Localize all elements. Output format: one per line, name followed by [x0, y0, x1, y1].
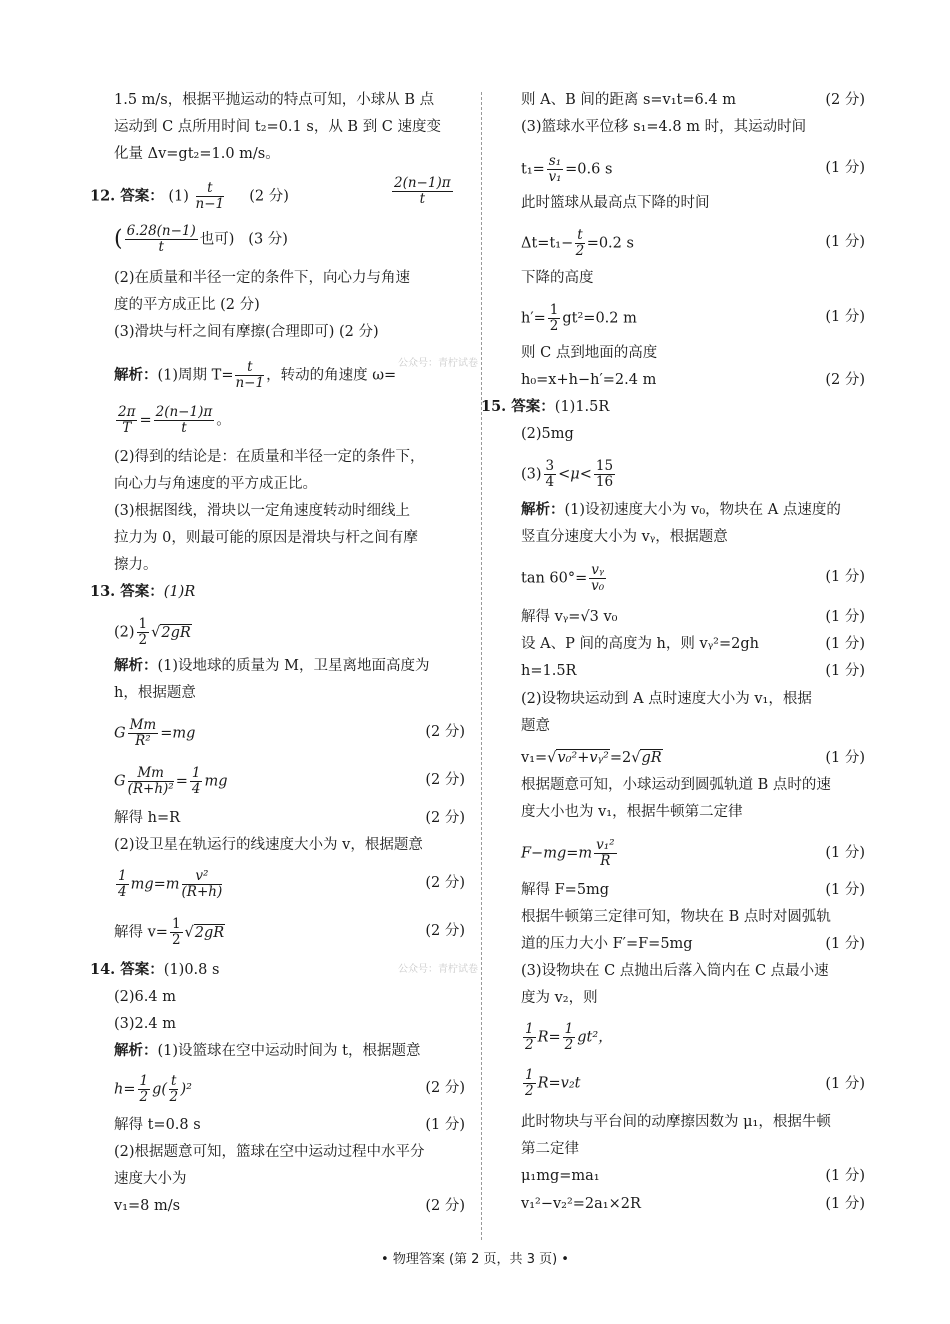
- q13-answer-line: 13. 答案：(1)R: [90, 583, 196, 600]
- score: (3 分): [248, 231, 288, 248]
- watermark-text: 公众号：青柠试卷: [398, 964, 478, 975]
- fraction: $\frac{1}{4}$: [191, 765, 201, 797]
- fraction: $\frac{15}{16}$: [595, 458, 614, 490]
- text-line: (2)6.4 m: [114, 989, 176, 1005]
- fraction: $\frac{Mm}{\text{R²}}$: [129, 717, 157, 749]
- equation: h′= $\frac{1}{2}$ gt²=0.2 m: [521, 302, 637, 334]
- fraction: $\frac{t}{n-1}$: [235, 359, 265, 391]
- analysis-label: 解析：: [114, 1042, 158, 1059]
- equation: h= $\frac{1}{2}$ g( $\frac{t}{2}$ )²: [114, 1073, 192, 1105]
- q14-answer-line: 14. 答案：(1)0.8 s: [90, 961, 220, 978]
- fraction: $\frac{t}{2}$: [575, 227, 585, 259]
- score: (1 分): [825, 882, 865, 898]
- equation: 解得 vᵧ=√3 v₀: [521, 609, 618, 625]
- equation: v₁=8 m/s: [114, 1198, 181, 1214]
- fraction: $\frac{\text{s₁}}{\text{v₁}}$: [548, 153, 562, 185]
- equation: $\frac{1}{2}$ R= $\frac{1}{2}$ gt²，: [525, 1021, 613, 1053]
- text-line: 运动到 C 点所用时间 t₂=0.1 s，从 B 到 C 速度变: [114, 119, 442, 135]
- fraction: $\frac{3}{4}$: [545, 458, 555, 490]
- column-divider: [481, 92, 482, 1240]
- score: (1 分): [825, 663, 865, 679]
- score: (2 分): [425, 923, 465, 939]
- equation: h=1.5R: [521, 663, 577, 679]
- score: (2 分): [425, 1080, 465, 1096]
- score: (1 分): [825, 636, 865, 652]
- score: (1 分): [825, 609, 865, 625]
- score: (1 分): [825, 1076, 865, 1092]
- q12-analysis-line: 解析：(1)周期 T= $\frac{t}{n-1}$ ，转动的角速度 ω=: [114, 359, 397, 391]
- answer-label: 14. 答案：: [90, 961, 164, 978]
- watermark-text: 公众号：青柠试卷: [398, 358, 478, 369]
- text-line: 度为 v₂，则: [521, 990, 598, 1006]
- fraction: $\frac{\text{v₁²}}{R}$: [596, 837, 615, 869]
- q13-analysis-line: 解析：(1)设地球的质量为 M，卫星离地面高度为: [114, 657, 430, 674]
- analysis-label: 解析：: [114, 657, 158, 674]
- equation: G $\frac{Mm}{\text{R²}}$ =mg: [114, 717, 196, 749]
- text-line: (3)2.4 m: [114, 1016, 176, 1032]
- answer-label: 15. 答案：: [481, 398, 555, 415]
- score: (2 分): [425, 1198, 465, 1214]
- text-line: (2)设卫星在轨运行的线速度大小为 v，根据题意: [114, 837, 423, 853]
- q15-analysis-line: 解析：(1)设初速度大小为 v₀，物块在 A 点速度的: [521, 501, 841, 518]
- fraction: $\frac{1}{2}$: [138, 616, 148, 648]
- text-line: (3)篮球水平位移 s₁=4.8 m 时，其运动时间: [521, 119, 807, 135]
- equation: $\frac{1}{4}$ mg=m $\frac{\text{v²}}{(R+h)}$: [118, 868, 223, 900]
- text-line: (2)得到的结论是：在质量和半径一定的条件下，: [114, 449, 425, 465]
- fraction: $\frac{1}{4}$: [118, 868, 127, 900]
- text-line: 度的平方成正比 (2 分): [114, 297, 260, 313]
- text-line: 道的压力大小 F′=F=5mg: [521, 936, 693, 952]
- score: (2 分): [425, 810, 465, 826]
- score: (2 分): [825, 92, 865, 108]
- fraction: $\frac{Mm}{\text{(R+h)²}}$: [127, 765, 174, 797]
- score: (1 分): [825, 234, 865, 250]
- text-line: 根据牛顿第三定律可知，物块在 B 点时对圆弧轨: [521, 909, 831, 925]
- text-line: 下降的高度: [521, 270, 594, 286]
- q13-answer2-line: (2) $\frac{1}{2}$ √2gR: [114, 616, 191, 648]
- text-line: (3)设物块在 C 点抛出后落入筒内在 C 点最小速: [521, 963, 829, 979]
- answer-label: 13. 答案：: [90, 583, 164, 600]
- q12-alt-line: ( $\frac{6.28(n-1)}{t}$ 也可) (3 分): [114, 223, 288, 255]
- equation: F−mg=m $\frac{\text{v₁²}}{R}$: [521, 837, 615, 869]
- text-line: 竖直分速度大小为 vᵧ，根据题意: [521, 529, 728, 545]
- score: (1 分): [825, 845, 865, 861]
- equation: 解得 t=0.8 s: [114, 1117, 201, 1133]
- part-label: (1): [168, 188, 189, 205]
- equation: μ₁mg=ma₁: [521, 1168, 600, 1184]
- score: (2 分): [249, 188, 289, 205]
- equation: v₁²−v₂²=2a₁×2R: [521, 1196, 641, 1212]
- equation: h₀=x+h−h′=2.4 m: [521, 372, 657, 388]
- score: (2 分): [425, 875, 465, 891]
- q12-answer-line: [90, 181, 289, 212]
- equation: t₁= $\frac{\text{s₁}}{\text{v₁}}$ =0.6 s: [521, 153, 613, 185]
- score: (1 分): [825, 936, 865, 952]
- equation: 则 A、B 间的距离 s=v₁t=6.4 m: [521, 92, 736, 108]
- text-line: 速度大小为: [114, 1171, 187, 1187]
- q15-answer3-line: (3) $\frac{3}{4}$ <μ< $\frac{15}{16}$: [521, 458, 614, 490]
- equation: $\frac{1}{2}$ R=v₂t: [525, 1067, 581, 1099]
- text-line: (2)5mg: [521, 426, 574, 442]
- score: (1 分): [825, 750, 865, 766]
- text-line: 1.5 m/s，根据平抛运动的特点可知，小球从 B 点: [114, 92, 435, 108]
- q14-analysis-line: 解析：(1)设篮球在空中运动时间为 t，根据题意: [114, 1042, 421, 1059]
- text-line: 化量 Δv=gt₂=1.0 m/s。: [114, 146, 280, 162]
- analysis-label: 解析：: [521, 501, 565, 518]
- fraction: $\frac{1}{2}$: [171, 916, 181, 948]
- equation: Δt=t₁− $\frac{t}{2}$ =0.2 s: [521, 227, 634, 259]
- fraction: $\frac{1}{2}$: [525, 1021, 534, 1053]
- text-line: 则 C 点到地面的高度: [521, 345, 658, 361]
- text-line: (2)根据题意可知，篮球在空中运动过程中水平分: [114, 1144, 425, 1160]
- equation: 设 A、P 间的高度为 h，则 vᵧ²=2gh: [521, 636, 759, 652]
- text-line: 根据题意可知，小球运动到圆弧轨道 B 点时的速: [521, 777, 831, 793]
- equation: 解得 h=R: [114, 810, 181, 826]
- score: (2 分): [425, 724, 465, 740]
- score: (1 分): [825, 569, 865, 585]
- text-line: (3)滑块与杆之间有摩擦(合理即可) (2 分): [114, 324, 379, 340]
- fraction: $\frac{\text{v²}}{(R+h)}$: [181, 868, 223, 900]
- score: (1 分): [825, 1168, 865, 1184]
- score: (1 分): [825, 1196, 865, 1212]
- equation: v₁=√v₀²+vᵧ²=2√gR: [521, 750, 662, 766]
- score: (1 分): [825, 160, 865, 176]
- text-line: 题意: [521, 718, 550, 734]
- text-line: h，根据题意: [114, 685, 196, 701]
- q12-answer-alt: [390, 176, 455, 207]
- fraction: $\frac{2(n-1)\pi}{t}$: [155, 404, 213, 436]
- fraction: $\frac{1}{2}$: [564, 1021, 574, 1053]
- text-line: (3)根据图线，滑块以一定角速度转动时细线上: [114, 503, 411, 519]
- q15-answer-line: 15. 答案：(1)1.5R: [481, 398, 610, 415]
- score: (2 分): [425, 772, 465, 788]
- fraction: $\frac{2\pi}{T}$: [118, 404, 136, 436]
- equation: tan 60°= $\frac{\text{vᵧ}}{\text{v₀}}$: [521, 562, 605, 594]
- text-line: 此时物块与平台间的动摩擦因数为 μ₁，根据牛顿: [521, 1114, 831, 1130]
- fraction: $\frac{2(n-1)\pi}{t}$: [394, 175, 451, 207]
- text-line: (2)设物块运动到 A 点时速度大小为 v₁，根据: [521, 691, 812, 707]
- text-line: 擦力。: [114, 557, 158, 573]
- fraction: $\frac{1}{2}$: [525, 1067, 534, 1099]
- fraction: $\frac{1}{2}$: [549, 302, 559, 334]
- analysis-label: 解析：: [114, 366, 158, 384]
- fraction: $\frac{t}{2}$: [169, 1073, 179, 1105]
- fraction: $\frac{\text{vᵧ}}{\text{v₀}}$: [591, 562, 605, 594]
- text-line: 度大小也为 v₁，根据牛顿第二定律: [521, 804, 743, 820]
- page-footer: • 物理答案 (第 2 页，共 3 页) •: [381, 1252, 569, 1267]
- fraction: $\frac{6.28(n-1)}{t}$: [126, 223, 196, 255]
- text-line: (2)在质量和半径一定的条件下，向心力与角速: [114, 270, 411, 286]
- fraction: $\frac{1}{2}$: [139, 1073, 149, 1105]
- equation: 解得 v= $\frac{1}{2}$ √2gR: [114, 916, 225, 948]
- score: (1 分): [825, 309, 865, 325]
- text-line: 向心力与角速度的平方成正比。: [114, 476, 317, 492]
- text-line: 此时篮球从最高点下降的时间: [521, 195, 710, 211]
- q12-omega-line: $\frac{2\pi}{T}$ = $\frac{2(n-1)\pi}{t}$ 。: [118, 404, 231, 436]
- text-line: 第二定律: [521, 1141, 579, 1157]
- score: (1 分): [425, 1117, 465, 1133]
- equation: 解得 F=5mg: [521, 882, 610, 898]
- fraction: $\frac{t}{n-1}$: [195, 180, 225, 212]
- equation: G $\frac{Mm}{\text{(R+h)²}}$ = $\frac{1}{4}$ mg: [114, 765, 228, 797]
- score: (2 分): [825, 372, 865, 388]
- answer-label: 12. 答案：: [90, 187, 164, 205]
- text-line: 拉力为 0，则最可能的原因是滑块与杆之间有摩: [114, 530, 418, 546]
